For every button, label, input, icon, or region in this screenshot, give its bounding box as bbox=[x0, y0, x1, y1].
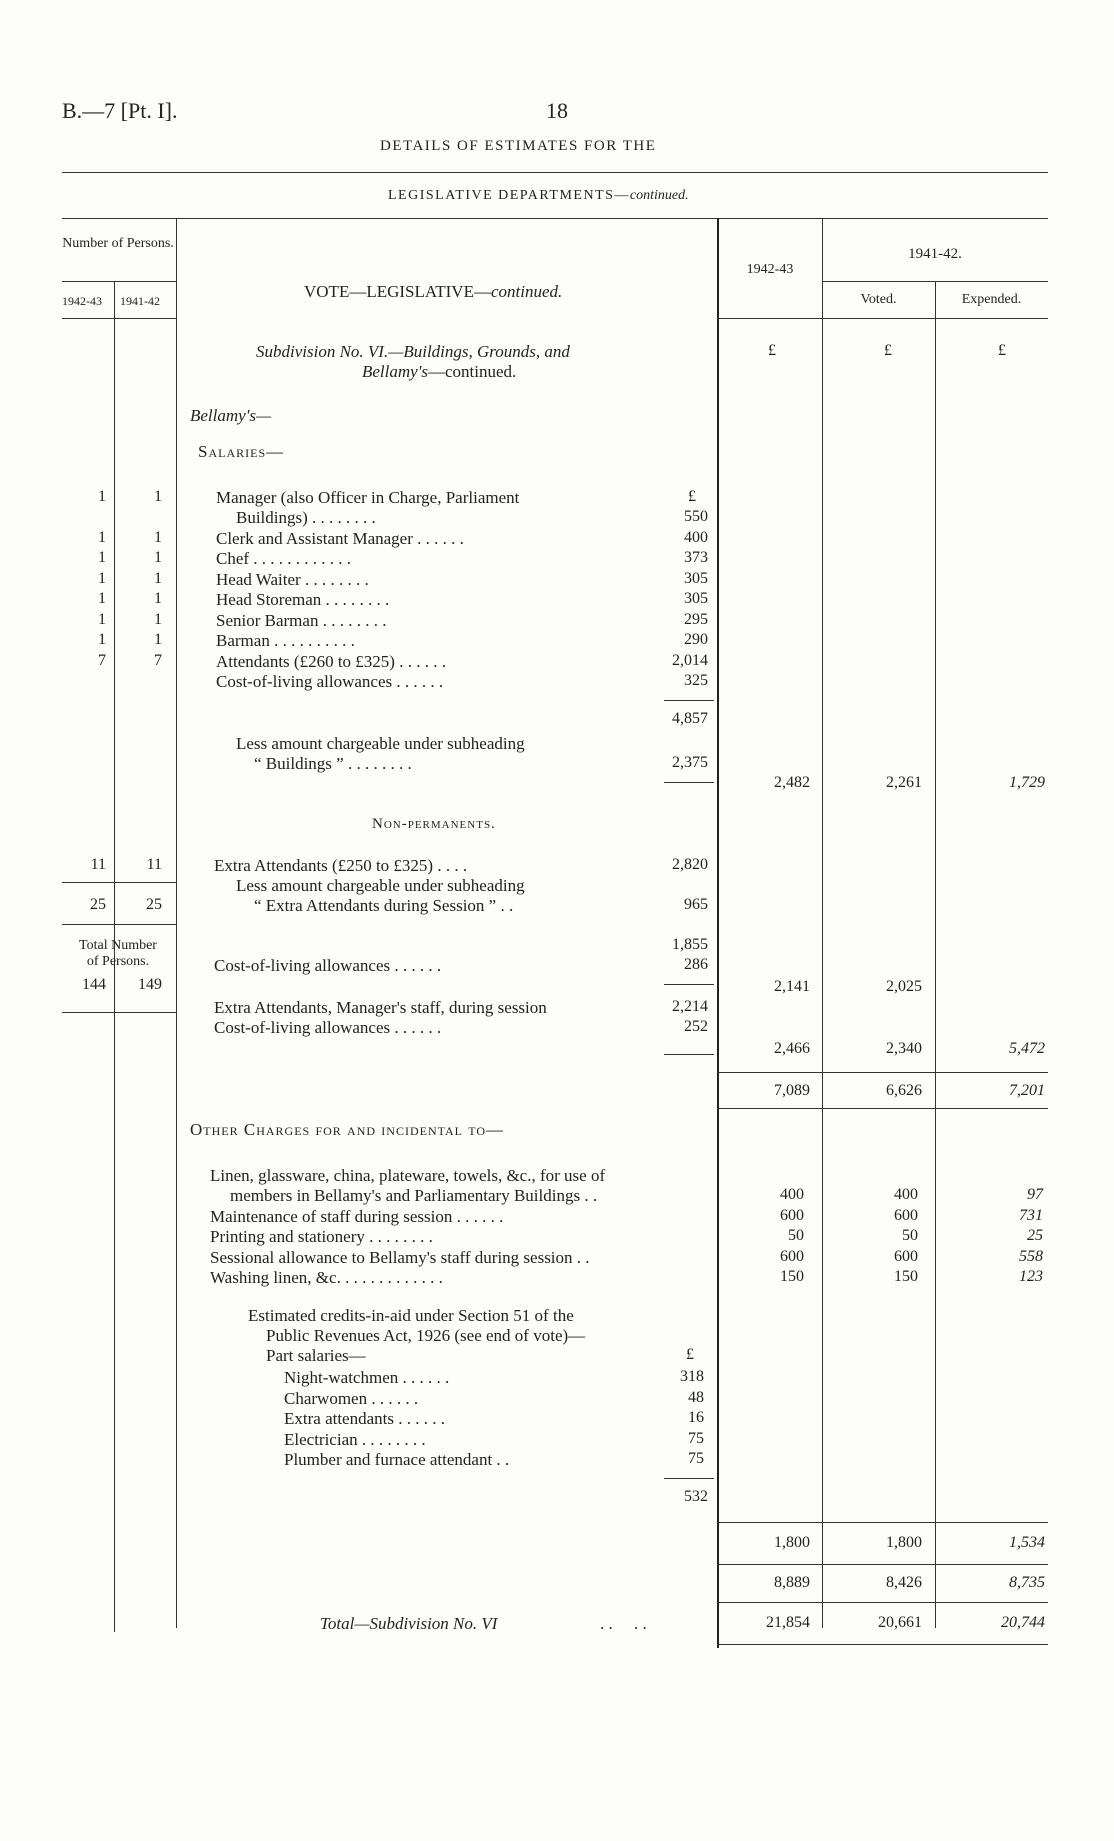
extra-n41: 11 bbox=[146, 856, 162, 873]
col-allowance-2-label: Cost-of-living allowances . . . . . . bbox=[214, 1018, 442, 1037]
credits-line2: Public Revenues Act, 1926 (see end of vote)— bbox=[266, 1326, 586, 1345]
credit-item-amount: 75 bbox=[688, 1450, 704, 1467]
credit-item-label: Plumber and furnace attendant . . bbox=[284, 1450, 510, 1469]
credit-item-label: Extra attendants . . . . . . bbox=[284, 1409, 445, 1428]
other-charge-expended: 25 bbox=[1027, 1227, 1043, 1244]
grand-total-label: Total—Subdivision No. VI bbox=[320, 1614, 498, 1633]
salary-n42: 1 bbox=[98, 610, 106, 628]
salary-label: Head Waiter . . . . . . . . bbox=[216, 569, 369, 589]
other-charge-expended: 97 bbox=[1027, 1186, 1043, 1203]
bellamys-total-voted: 8,426 bbox=[886, 1574, 922, 1591]
total-persons-1942: 144 bbox=[82, 976, 106, 993]
credit-item-label: Charwomen . . . . . . bbox=[284, 1388, 419, 1408]
other-total-est: 1,800 bbox=[774, 1534, 810, 1551]
salary-n42: 1 bbox=[98, 590, 106, 607]
salary-amount: 295 bbox=[684, 610, 708, 628]
salary-n41: 1 bbox=[154, 528, 162, 546]
salary-n42: 1 bbox=[98, 549, 106, 566]
subdivision-heading-line2: Bellamy's—continued. bbox=[362, 362, 517, 381]
salary-label: Clerk and Assistant Manager . . . . . . bbox=[216, 528, 464, 548]
other-charge-voted: 600 bbox=[894, 1206, 918, 1224]
col-1942-header: 1942-43 bbox=[62, 294, 102, 308]
salary-label: Manager (also Officer in Charge, Parliament bbox=[216, 488, 520, 507]
pound-sign-credits: £ bbox=[686, 1346, 694, 1363]
other-charge-voted: 600 bbox=[894, 1247, 918, 1265]
extra-attendants-label: Extra Attendants (£250 to £325) . . . . bbox=[214, 856, 468, 875]
manager-staff-label: Extra Attendants, Manager's staff, during session bbox=[214, 998, 547, 1017]
other-charge-label: Washing linen, &c. . . . . . . . . . . . . bbox=[210, 1268, 443, 1287]
nonpermanents-heading: Non-permanents. bbox=[372, 816, 496, 832]
grand-total-dots: . . . . bbox=[600, 1614, 647, 1633]
other-charge-expended: 731 bbox=[1019, 1206, 1043, 1224]
grand-total-est: 21,854 bbox=[766, 1614, 810, 1631]
less-buildings-line2: “ Buildings ” . . . . . . . . bbox=[254, 754, 412, 773]
other-charge-expended: 558 bbox=[1019, 1247, 1043, 1265]
page-title: DETAILS OF ESTIMATES FOR THE bbox=[380, 138, 657, 154]
salary-amount: 325 bbox=[684, 672, 708, 689]
year-1941-header: 1941-42. bbox=[908, 246, 962, 262]
less-buildings-amount: 2,375 bbox=[672, 754, 708, 771]
nonperm-net-voted: 2,025 bbox=[886, 978, 922, 995]
salary-n41: 1 bbox=[154, 610, 162, 628]
page-subtitle: LEGISLATIVE DEPARTMENTS—continued. bbox=[388, 188, 689, 203]
mgr-net-voted: 2,340 bbox=[886, 1040, 922, 1057]
bellamys-total-expended: 8,735 bbox=[1009, 1574, 1045, 1591]
other-charge-est: 150 bbox=[780, 1268, 804, 1285]
salary-n42: 1 bbox=[98, 631, 106, 648]
credits-line3: Part salaries— bbox=[266, 1346, 366, 1365]
salary-n41: 1 bbox=[154, 590, 162, 607]
other-charge-label: Linen, glassware, china, plateware, towels, &c., for use of bbox=[210, 1166, 606, 1185]
number-of-persons-header: Number of Persons. bbox=[62, 236, 174, 251]
other-charge-label-cont: members in Bellamy's and Parliamentary Buildings . . bbox=[230, 1186, 598, 1205]
mgr-net-est: 2,466 bbox=[774, 1040, 810, 1057]
grand-total-expended: 20,744 bbox=[1001, 1614, 1045, 1631]
col-1941-header: 1941-42 bbox=[120, 294, 160, 308]
vote-title: VOTE—LEGISLATIVE—continued. bbox=[304, 282, 563, 301]
total-persons-label: Total Number of Persons. bbox=[79, 938, 157, 969]
total-persons-1941: 149 bbox=[138, 976, 162, 993]
pound-sign-expended: £ bbox=[998, 342, 1006, 359]
page-number: 18 bbox=[546, 98, 568, 123]
salary-label: Cost-of-living allowances . . . . . . bbox=[216, 672, 444, 691]
salary-amount: 290 bbox=[684, 631, 708, 648]
col-allowance-1-amount: 286 bbox=[684, 956, 708, 973]
salary-n42: 1 bbox=[98, 488, 106, 505]
credit-item-label: Electrician . . . . . . . . bbox=[284, 1429, 426, 1449]
est-1942-header: 1942-43 bbox=[746, 262, 794, 277]
less-extra-n41: 25 bbox=[146, 896, 162, 913]
less-buildings-line1: Less amount chargeable under subheading bbox=[236, 734, 525, 753]
expended-header: Expended. bbox=[961, 292, 1022, 307]
grand-total-voted: 20,661 bbox=[878, 1614, 922, 1631]
credits-total: 532 bbox=[684, 1488, 708, 1505]
other-total-voted: 1,800 bbox=[886, 1534, 922, 1551]
less-extra-line2: “ Extra Attendants during Session ” . . bbox=[254, 896, 514, 915]
other-charge-est: 400 bbox=[780, 1186, 804, 1203]
salary-label: Barman . . . . . . . . . . bbox=[216, 631, 355, 650]
salary-n41: 1 bbox=[154, 569, 162, 587]
salary-amount: 400 bbox=[684, 528, 708, 546]
salary-n42: 7 bbox=[98, 651, 106, 669]
credit-item-amount: 75 bbox=[688, 1429, 704, 1447]
other-charges-heading: Other Charges for and incidental to— bbox=[190, 1120, 505, 1139]
salary-amount: 373 bbox=[684, 549, 708, 566]
other-charge-est: 50 bbox=[788, 1227, 804, 1244]
bellamys-label: Bellamy's— bbox=[190, 406, 272, 425]
document-reference: B.—7 [Pt. I]. bbox=[62, 98, 178, 123]
pound-sign-est: £ bbox=[768, 342, 776, 359]
other-charge-voted: 50 bbox=[902, 1227, 918, 1244]
credit-item-label: Night-watchmen . . . . . . bbox=[284, 1368, 450, 1387]
less-extra-n42: 25 bbox=[90, 896, 106, 913]
salaries-total-voted: 6,626 bbox=[886, 1082, 922, 1099]
extra-attendants-amount: 2,820 bbox=[672, 856, 708, 873]
salary-n42: 1 bbox=[98, 528, 106, 546]
salaries-heading: Salaries— bbox=[198, 442, 285, 461]
manager-staff-amount: 2,214 bbox=[672, 998, 708, 1015]
other-charge-voted: 400 bbox=[894, 1186, 918, 1203]
nonperm-net-est: 2,141 bbox=[774, 978, 810, 995]
other-charge-est: 600 bbox=[780, 1206, 804, 1224]
salaries-net-expended: 1,729 bbox=[1009, 774, 1045, 791]
col-allowance-1-label: Cost-of-living allowances . . . . . . bbox=[214, 956, 442, 975]
credit-item-amount: 48 bbox=[688, 1388, 704, 1406]
salary-n41: 1 bbox=[154, 631, 162, 648]
other-charge-est: 600 bbox=[780, 1247, 804, 1265]
salary-n41: 7 bbox=[154, 651, 162, 669]
credits-line1: Estimated credits-in-aid under Section 51 of the bbox=[248, 1306, 574, 1325]
mgr-net-expended: 5,472 bbox=[1009, 1040, 1045, 1057]
subdivision-heading: Subdivision No. VI.—Buildings, Grounds, and bbox=[256, 342, 570, 361]
salary-n42: 1 bbox=[98, 569, 106, 587]
pound-sign-salaries: £ bbox=[688, 488, 696, 505]
salary-label: Attendants (£260 to £325) . . . . . . bbox=[216, 651, 446, 671]
other-total-expended: 1,534 bbox=[1009, 1534, 1045, 1551]
salaries-net-voted: 2,261 bbox=[886, 774, 922, 791]
less-extra-line1: Less amount chargeable under subheading bbox=[236, 876, 525, 895]
salary-n41: 1 bbox=[154, 549, 162, 566]
salary-amount: 305 bbox=[684, 590, 708, 607]
other-charge-label: Maintenance of staff during session . . . . . . bbox=[210, 1206, 504, 1226]
less-extra-amount: 965 bbox=[684, 896, 708, 913]
bellamys-total-est: 8,889 bbox=[774, 1574, 810, 1591]
salaries-total-est: 7,089 bbox=[774, 1082, 810, 1099]
other-charge-label: Printing and stationery . . . . . . . . bbox=[210, 1227, 433, 1246]
salaries-net-est: 2,482 bbox=[774, 774, 810, 791]
credit-item-amount: 16 bbox=[688, 1409, 704, 1426]
credit-item-amount: 318 bbox=[680, 1368, 704, 1385]
nonperm-subtotal: 1,855 bbox=[672, 936, 708, 953]
other-charge-voted: 150 bbox=[894, 1268, 918, 1285]
salaries-total: 4,857 bbox=[672, 710, 708, 727]
salary-n41: 1 bbox=[154, 488, 162, 505]
salary-label: Senior Barman . . . . . . . . bbox=[216, 610, 387, 630]
salary-amount: 2,014 bbox=[672, 651, 708, 669]
salary-amount: 550 bbox=[684, 508, 708, 525]
other-charge-label: Sessional allowance to Bellamy's staff during session . . bbox=[210, 1247, 590, 1267]
other-charge-expended: 123 bbox=[1019, 1268, 1043, 1285]
salary-amount: 305 bbox=[684, 569, 708, 587]
extra-n42: 11 bbox=[90, 856, 106, 873]
salary-label: Head Storeman . . . . . . . . bbox=[216, 590, 390, 609]
voted-header: Voted. bbox=[860, 292, 897, 307]
col-allowance-2-amount: 252 bbox=[684, 1018, 708, 1035]
salaries-total-expended: 7,201 bbox=[1009, 1082, 1045, 1099]
pound-sign-voted: £ bbox=[884, 342, 892, 359]
salary-label-cont: Buildings) . . . . . . . . bbox=[236, 508, 376, 527]
salary-label: Chef . . . . . . . . . . . . bbox=[216, 549, 352, 568]
